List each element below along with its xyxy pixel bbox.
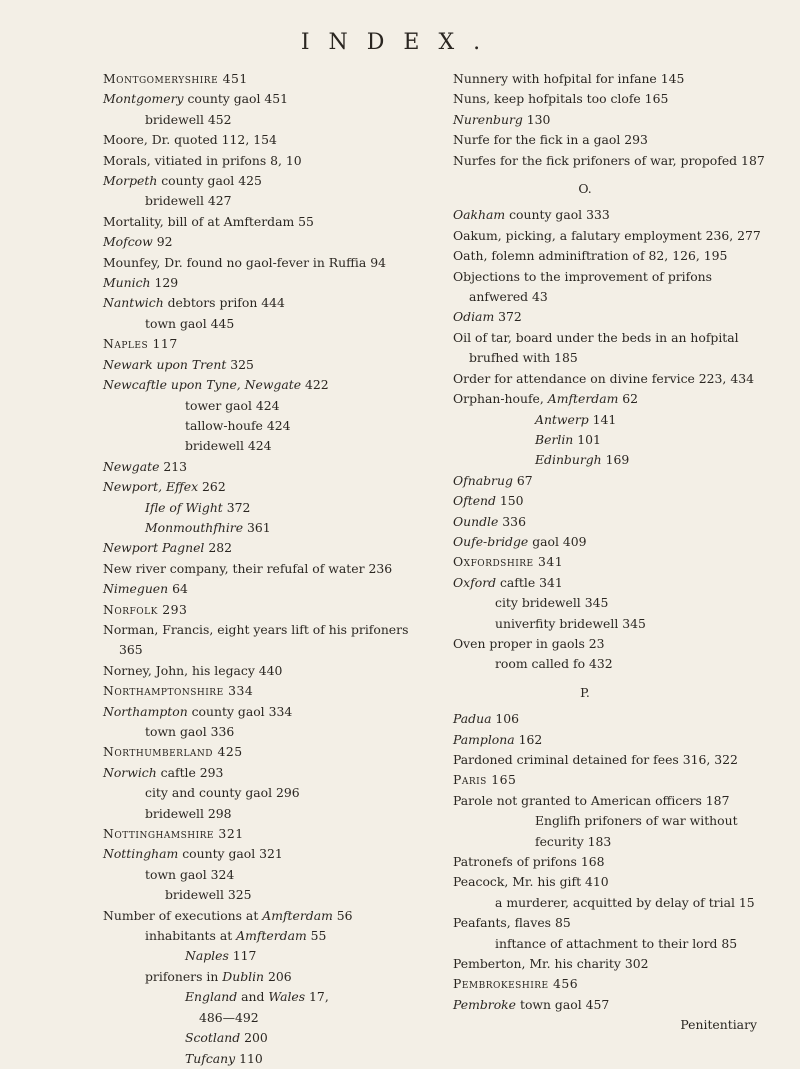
index-entry: inhabitants at Amfterdam 55 [145,928,327,944]
index-entry: Ofnabrug 67 [453,472,533,488]
index-entry: Pemberton, Mr. his charity 302 [453,956,649,972]
index-entry: Oundle 336 [453,513,526,529]
index-entry: Order for attendance on divine fervice 223, 434 [453,370,754,386]
index-entry: Nantwich debtors prifon 444 [103,295,285,311]
index-entry: Nurfes for the fick prifoners of war, propofed 187 [453,152,765,168]
index-entry: Nottingham county gaol 321 [103,846,283,862]
index-column-left [103,69,433,1069]
index-entry: Paris 165 [453,772,517,788]
index-entry: town gaol 324 [145,866,235,882]
index-entry: city and county gaol 296 [145,785,300,801]
index-entry: bridewell 325 [165,887,252,903]
index-entry: New river company, their refufal of water 236 [103,560,393,576]
index-entry: Norman, Francis, eight years lift of his prifoners 365 [103,621,409,658]
index-entry: Pembrokeshire 456 [453,976,579,992]
index-entry: Northampton county gaol 334 [103,703,293,719]
index-entry: Munich 129 [103,275,179,291]
index-entry: Oil of tar, board under the beds in an hofpital brufhed with 185 [453,329,739,366]
index-entry: Patronefs of prifons 168 [453,854,605,870]
index-entry: Montgomeryshire 451 [103,71,248,86]
index-entry: Nurenburg 130 [453,111,551,127]
index-entry: Nunnery with hofpital for infane 145 [453,71,685,86]
index-entry: Naples 117 [185,948,257,964]
index-entry: inftance of attachment to their lord 85 [495,935,738,951]
index-entry: Padua 106 [453,711,520,727]
index-entry: Norwich caftle 293 [103,764,224,780]
index-entry: Pardoned criminal detained for fees 316, 322 [453,752,738,767]
section-letter: P. [580,684,590,700]
index-entry: Norfolk 293 [103,601,188,617]
index-entry: Mortality, bill of at Amfterdam 55 [103,213,314,229]
index-entry: Nimeguen 64 [103,581,188,597]
index-entry: Norney, John, his legacy 440 [103,662,283,678]
index-entry: tallow-houfe 424 [185,417,291,433]
index-entry: Pembroke town gaol 457 [453,996,610,1012]
index-entry: Objections to the improvement of prifons anfwered 43 [453,268,713,305]
index-entry: Naples 117 [103,336,178,352]
index-entry: Nottinghamshire 321 [103,826,244,842]
index-entry: Mounfey, Dr. found no gaol-fever in Ruffia 94 [103,254,386,270]
index-entry: tower gaol 424 [185,397,280,413]
index-entry: Parole not granted to American officers 187 [453,792,730,808]
index-entry: Newgate 213 [103,458,188,474]
index-entry: Morals, vitiated in prifons 8, 10 [103,152,302,168]
index-entry: Montgomery county gaol 451 [103,91,289,107]
index-entry: Newport, Effex 262 [103,479,226,495]
index-entry: Moore, Dr. quoted 112, 154 [103,132,277,148]
index-entry: town gaol 336 [145,724,235,739]
index-entry: a murderer, acquitted by delay of trial 15 [495,894,755,910]
index-entry: Nuns, keep hofpitals too clofe 165 [453,91,669,107]
index-entry: 486—492 [199,1009,259,1025]
index-entry: room called fo 432 [495,656,613,672]
index-entry: Mofcow 92 [103,234,173,250]
index-entry: bridewell 298 [145,805,232,821]
page-header: INDEX. [300,30,500,55]
index-entry: bridewell 424 [185,438,272,454]
index-entry: Morpeth county gaol 425 [103,173,262,189]
index-entry: Oftend 150 [453,493,524,509]
index-entry: Peacock, Mr. his gift 410 [453,874,609,890]
index-entry: Ifle of Wight 372 [145,499,251,515]
index-entry: Scotland 200 [185,1030,268,1046]
index-entry: Oxford caftle 341 [453,574,563,590]
index-entry: Odiam 372 [453,309,522,325]
index-entry: bridewell 427 [145,193,232,209]
index-entry: Oath, folemn adminiftration of 82, 126, 195 [453,248,728,264]
index-entry: Oakham county gaol 333 [453,207,610,223]
index-entry: bridewell 452 [145,111,232,127]
index-entry: Number of executions at Amfterdam 56 [103,907,353,923]
index-entry: Newcaftle upon Tyne, Newgate 422 [103,377,329,393]
index-entry: Oxfordshire 341 [453,554,564,570]
index-entry: Oufe-bridge gaol 409 [453,533,587,549]
index-entry: univerfity bridewell 345 [495,615,646,631]
index-entry: Monmouthfhire 361 [145,519,271,535]
index-entry: Oakum, picking, a falutary employment 236, 277 [453,227,761,243]
index-column-right [453,69,767,1036]
index-entry: Edinburgh 169 [535,452,630,468]
index-entry: Berlin 101 [535,431,601,447]
index-entry: Northamptonshire 334 [103,683,254,699]
index-entry: England and Wales 17, [185,989,329,1005]
index-entry: Antwerp 141 [535,411,617,427]
index-entry: Newport Pagnel 282 [103,540,232,556]
catchword: Penitentiary [680,1017,757,1033]
index-entry: Oven proper in gaols 23 [453,635,605,651]
section-letter: O. [578,181,592,197]
index-entry: Orphan-houfe, Amfterdam 62 [453,391,639,407]
index-entry: Englifh prifoners of war without fecurity 183 [535,813,738,849]
index-entry: prifoners in Dublin 206 [145,968,292,984]
index-entry: Northumberland 425 [103,744,243,760]
index-entry: Tufcany 110 [185,1050,263,1066]
index-entry: Peafants, flaves 85 [453,915,571,931]
index-entry: Nurfe for the fick in a gaol 293 [453,132,648,148]
index-entry: Pamplona 162 [453,731,543,747]
index-entry: town gaol 445 [145,315,235,331]
index-entry: city bridewell 345 [495,595,609,611]
index-entry: Newark upon Trent 325 [103,356,254,372]
